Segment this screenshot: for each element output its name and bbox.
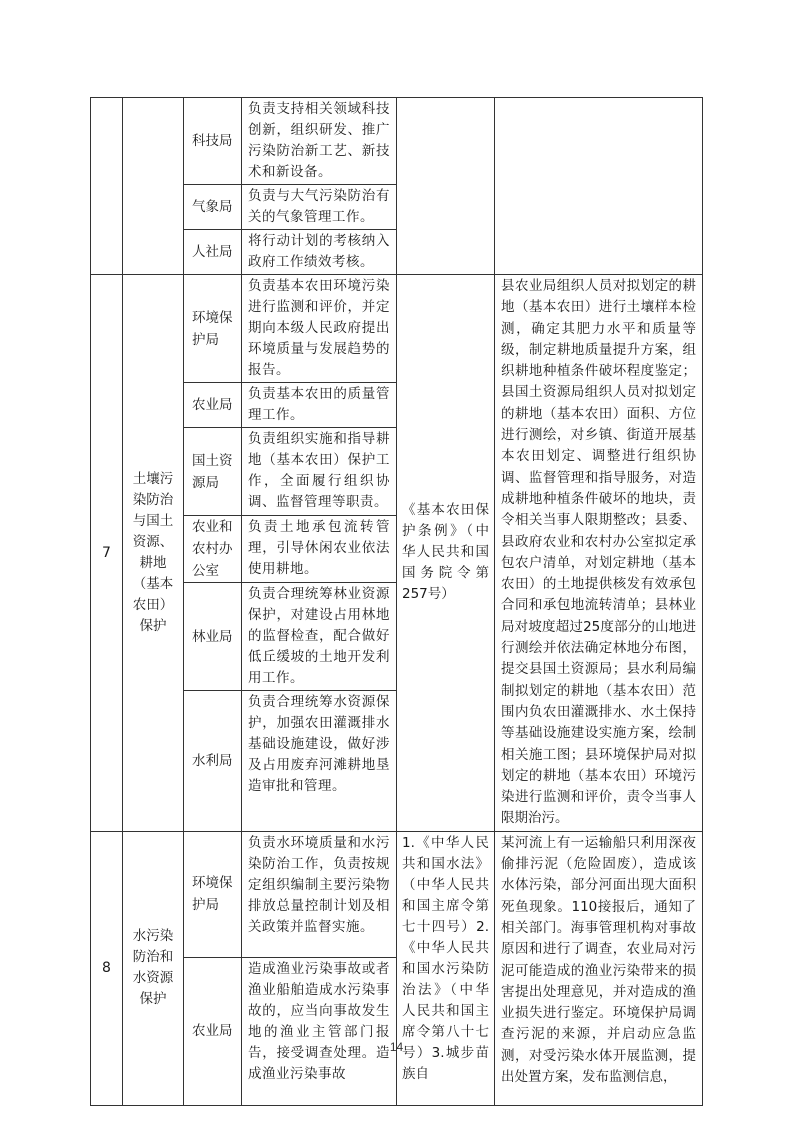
duty-cell: 负责合理统筹林业资源保护，对建设占用林地的监督检查，配合做好低丘缓坡的土地开发利用工作。 (242, 582, 397, 690)
dept-cell: 农业局 (184, 957, 242, 1105)
law-cell: 《基本农田保护条例》（中华人民共和国国务院令第257号） (397, 275, 495, 832)
duty-cell: 将行动计划的考核纳入政府工作绩效考核。 (242, 230, 397, 275)
duty-cell: 负责与大气污染防治有关的气象管理工作。 (242, 185, 397, 230)
duty-cell: 负责支持相关领域科技创新，组织研发、推广污染防治新工艺、新技术和新设备。 (242, 98, 397, 185)
dept-cell: 农业和农村办公室 (184, 515, 242, 582)
duty-cell: 负责合理统筹水资源保护，加强农田灌溉排水基础设施建设，做好涉及占用废弃河滩耕地垦造审批和管理。 (242, 691, 397, 831)
duty-cell: 负责水环境质量和水污染防治工作，负责按规定组织编制主要污染物排放总量控制计划及相关政策并监督实施。 (242, 831, 397, 957)
dept-cell: 水利局 (184, 691, 242, 831)
law-cell-empty (397, 98, 495, 275)
table-row (91, 98, 703, 185)
row-number: 8 (91, 831, 123, 1105)
topic-cell-empty (123, 98, 184, 275)
case-cell: 县农业局组织人员对拟划定的耕地（基本农田）进行土壤样本检测，确定其肥力水平和质量等级，制定耕地质量提升方案，组织耕地种植条件破坏程度鉴定；县国土资源局组织人员对拟划定的耕地（基本农田）面积、方位进行测绘，对乡镇、街道开展基本农田划定、调整进行组织协调、监督管理和指导服务，对造成耕地种植条件破坏的地块，责令相关当事人限期整改；县委、县政府农业和农村办公室拟定承包农户清单，对划定耕地（基本农田）的土地提供核发有效承包合同和承包地流转清单；县林业局对坡度超过25度部分的山地进行测绘并依法确定林地分布图，提交县国土资源局；县水利局编制拟划定的耕地（基本农田）范围内负农田灌溉排水、水土保持等基础设施建设实施方案，绘制相关施工图；县环境保护局对拟划定的耕地（基本农田）环境污染进行监测和评价，责令当事人限期治污。 (495, 275, 703, 832)
dept-cell: 农业局 (184, 383, 242, 428)
dept-cell: 人社局 (184, 230, 242, 275)
dept-cell: 环境保护局 (184, 831, 242, 957)
duty-cell: 造成渔业污染事故或者渔业船舶造成水污染事故的，应当向事故发生地的渔业主管部门报告，接受调查处理。造成渔业污染事故 (242, 957, 397, 1105)
duty-cell: 负责组织实施和指导耕地（基本农田）保护工作，全面履行组织协调、监督管理等职责。 (242, 428, 397, 515)
topic-cell: 土壤污染防治与国土资源、耕地（基本农田）保护 (123, 275, 184, 832)
case-cell-empty (495, 98, 703, 275)
case-cell: 某河流上有一运输船只利用深夜偷排污泥（危险固废），造成该水体污染，部分河面出现大面积死鱼现象。110接报后，通知了相关部门。海事管理机构对事故原因和进行了调查，农业局对污泥可能造成的渔业污染带来的损害提出处理意见，并对造成的渔业损失进行鉴定。环境保护局调查污泥的来源，并启动应急监测，对受污染水体开展监测，提出处置方案，发布监测信息， (495, 831, 703, 1105)
table-row (91, 831, 703, 957)
table-row (91, 275, 703, 383)
topic-cell: 水污染防治和水资源保护 (123, 831, 184, 1105)
dept-cell: 科技局 (184, 98, 242, 185)
dept-cell: 林业局 (184, 582, 242, 690)
dept-cell: 气象局 (184, 185, 242, 230)
duty-cell: 负责基本农田环境污染进行监测和评价，并定期向本级人民政府提出环境质量与发展趋势的报告。 (242, 275, 397, 383)
row-number: 7 (91, 275, 123, 832)
num-cell-empty (91, 98, 123, 275)
duty-cell: 负责土地承包流转管理，引导休闲农业依法使用耕地。 (242, 515, 397, 582)
dept-cell: 国土资源局 (184, 428, 242, 515)
page-number: 14 (389, 1040, 404, 1054)
responsibility-table (90, 97, 703, 1106)
law-cell: 1.《中华人民共和国水法》（中华人民共和国主席令第七十四号）2.《中华人民共和国水污染防治法》（中华人民共和国主席令第八十七号）3.城步苗族自 (397, 831, 495, 1105)
dept-cell: 环境保护局 (184, 275, 242, 383)
duty-cell: 负责基本农田的质量管理工作。 (242, 383, 397, 428)
